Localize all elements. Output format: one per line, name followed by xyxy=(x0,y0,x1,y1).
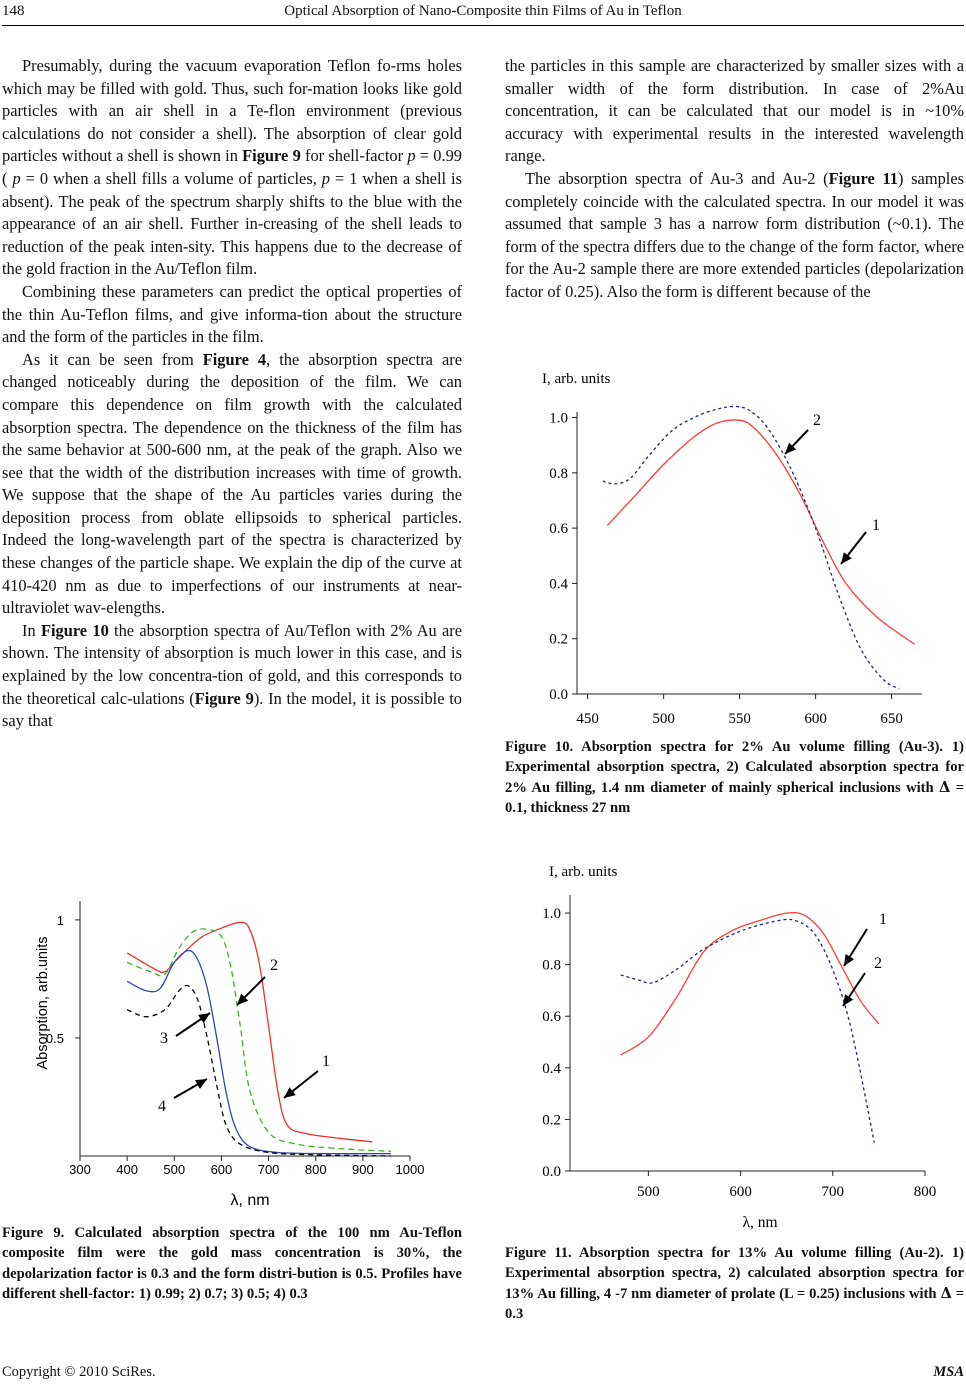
fig11-arrow-head xyxy=(843,994,853,1006)
delta-symbol: Δ xyxy=(940,1284,952,1302)
fig10-y-tick-label: 0.0 xyxy=(549,687,568,703)
fig9-x-axis-label: λ, nm xyxy=(230,1192,270,1209)
fig9-arrow-head xyxy=(198,1013,210,1023)
fig10-x-tick-label: 500 xyxy=(652,711,675,727)
paragraph: Presumably, during the vacuum evaporation Teflon fo-rms holes which may be filled with gold. Thus, such for-mation looks like gold particles with an air shell in a Te-flon environment (previous calculations do not consider a shell). The absorption of clear gold particles without a shell is shown in Figure 9 for shell-factor p = 0.99 ( p = 0 when a shell fills a volume of particles, p = 1 when a shell is absent). The peak of the spectrum sharply shifts to the blue with the appearance of an air shell. Further in-creasing of the shell leads to reduction of the peak inten-sity. This happens due to the decrease of the gold fraction in the Au/Teflon film. xyxy=(2,56,462,279)
fig10-series-1-line xyxy=(607,420,914,644)
fig9-x-tick-label: 900 xyxy=(352,1162,374,1177)
fig11-series-1-line xyxy=(621,913,879,1055)
header-rule xyxy=(2,25,964,26)
fig9-x-tick-label: 300 xyxy=(69,1162,91,1177)
fig9-x-tick-label: 400 xyxy=(116,1162,138,1177)
fig11-y-tick-label: 1.0 xyxy=(542,906,561,923)
figure-ref[interactable]: Figure 9 xyxy=(194,688,254,708)
fig11-x-tick-label: 600 xyxy=(729,1184,752,1200)
fig10-curve-label: 1 xyxy=(872,517,880,534)
fig11-y-axis-label: I, arb. units xyxy=(549,864,618,880)
fig11-x-tick-label: 700 xyxy=(821,1184,845,1200)
paragraph: The absorption spectra of Au-3 and Au-2 (Figure 11) samples completely coincide with the calculated spectra. In our model it was assumed that sample 3 has a narrow form distribution (~0.1). The form of the spectra differs due to the change of the form factor, where for the Au-2 sample there are more extended particles (depolarization factor of 0.25). Also the form is different because of the xyxy=(505,168,964,301)
fig10-plot-area xyxy=(549,406,922,727)
fig10-x-tick-label: 650 xyxy=(880,711,903,727)
figure-ref[interactable]: Figure 9 xyxy=(242,146,301,166)
page-header xyxy=(0,0,966,26)
figure-9-chart xyxy=(30,893,430,1213)
fig9-curve-label: 1 xyxy=(322,1053,330,1070)
fig11-plot-area xyxy=(542,895,936,1200)
fig10-y-axis-label: I, arb. units xyxy=(542,371,611,387)
fig10-y-tick-label: 0.8 xyxy=(549,465,568,482)
fig11-y-tick-label: 0.4 xyxy=(542,1060,561,1077)
fig10-x-tick-label: 450 xyxy=(576,711,599,727)
page-number: 148 xyxy=(2,3,25,19)
fig9-x-tick-label: 1000 xyxy=(395,1162,425,1177)
fig11-curve-label: 1 xyxy=(879,911,887,928)
fig9-y-axis-label: Absorption, arb.units xyxy=(35,936,51,1070)
figure-ref[interactable]: Figure 4 xyxy=(202,349,267,369)
fig10-y-tick-label: 0.4 xyxy=(549,576,568,593)
figure-ref[interactable]: Figure 11 xyxy=(828,168,898,188)
figure-ref[interactable]: Figure 10 xyxy=(40,620,109,640)
fig11-x-tick-label: 500 xyxy=(637,1184,660,1200)
fig11-y-tick-label: 0.6 xyxy=(542,1009,561,1026)
fig10-arrow-head xyxy=(841,552,852,564)
fig9-curve-label: 4 xyxy=(158,1098,166,1115)
copyright: Copyright © 2010 SciRes. xyxy=(2,1364,156,1380)
page-footer xyxy=(2,1364,964,1381)
left-column-text xyxy=(2,55,462,733)
fig10-y-tick-label: 0.2 xyxy=(549,631,568,648)
fig11-y-tick-label: 0.2 xyxy=(542,1112,561,1129)
fig9-curve-label: 2 xyxy=(270,957,278,974)
journal-abbrev: MSA xyxy=(933,1364,964,1380)
fig10-y-tick-label: 0.6 xyxy=(549,521,568,538)
paragraph: In Figure 10 the absorption spectra of Au/Teflon with 2% Au are shown. The intensity of absorption is much lower in this case, and is explained by the low concentra-tion of gold, and this corresponds to the theoretical calc-ulations (Figure 9). In the model, it is possible to say that xyxy=(2,620,463,731)
fig9-plot-area xyxy=(46,901,425,1177)
fig9-x-tick-label: 800 xyxy=(304,1162,327,1177)
paragraph: As it can be seen from Figure 4, the absorption spectra are changed noticeably during the deposition of the film. We can compare this dependence on film growth with the calculated absorption spectra. The dependence on the thickness of the film has the same behavior at 500-600 nm, at the peak of the graph. Also we see that the width of the distribution increases with time of growth. We suppose that the shape of the Au particles varies during the deposition process from oblate ellipsoids to spherical particles. Indeed the long-wavelength part of the spectra is characterized by these changes of the particle shape. We explain the dip of the curve at 410-420 nm as due to imperfections of our instruments at near-ultraviolet wav-elengths. xyxy=(2,349,462,618)
figure-11-caption: Figure 11. Absorption spectra for 13% Au volume filling (Au-2). 1) Experimental absorption spectra, 2) calculated absorption spectra for 13% Au filling, 4 -7 nm diameter of prolate (L = 0.25) inclusions with Δ = 0.3 xyxy=(505,1245,965,1323)
fig10-x-tick-label: 550 xyxy=(728,711,751,727)
fig11-series-2-line xyxy=(621,919,875,1142)
fig11-curve-label: 2 xyxy=(874,955,882,972)
fig9-x-tick-label: 600 xyxy=(210,1162,233,1177)
paragraph: Combining these parameters can predict the optical properties of the thin Au-Teflon films, and give informa-tion about the structure and the form of the particles in the film. xyxy=(2,281,462,347)
fig9-y-tick-label: 0.5 xyxy=(45,1030,64,1046)
figure-9-caption: Figure 9. Calculated absorption spectra of the 100 nm Au-Teflon composite film were the gold mass concentration is 30%, the depolarization factor is 0.3 and the form distri-bution is 0.5. Profiles have different shell-factor: 1) 0.99; 2) 0.7; 3) 0.5; 4) 0.3 xyxy=(2,1225,462,1303)
delta-symbol: Δ xyxy=(939,778,951,796)
fig10-x-tick-label: 600 xyxy=(804,711,827,727)
fig10-curve-label: 2 xyxy=(813,412,821,429)
running-title: Optical Absorption of Nano-Composite thin Films of Au in Teflon xyxy=(284,3,682,19)
fig9-y-tick-label: 1 xyxy=(56,912,64,928)
fig11-arrow-head xyxy=(844,954,854,966)
figure-10-chart xyxy=(530,362,940,727)
figure-11-chart xyxy=(530,855,940,1235)
fig11-y-tick-label: 0.8 xyxy=(542,957,561,974)
fig11-x-tick-label: 800 xyxy=(913,1184,937,1200)
fig9-x-tick-label: 700 xyxy=(257,1162,280,1177)
fig9-series-4-line xyxy=(127,985,391,1156)
fig9-x-tick-label: 500 xyxy=(163,1162,186,1177)
fig9-curve-label: 3 xyxy=(160,1030,168,1047)
fig11-x-axis-label: λ, nm xyxy=(742,1214,778,1231)
fig9-series-3-line xyxy=(127,951,391,1154)
figure-10-caption: Figure 10. Absorption spectra for 2% Au volume filling (Au-3). 1) Experimental absorption spectra, 2) Calculated absorption spectra for 2% Au filling, 1.4 nm diameter of mainly spherical inclusions with Δ = 0.1, thickness 27 nm xyxy=(505,739,965,817)
paragraph: the particles in this sample are characterized by smaller sizes with a smaller width of the form distribution. In case of 2%Au concentration, it can be calculated that our model is in ~10% accuracy with experimental results in the interested wavelength range. xyxy=(505,56,964,166)
fig10-y-tick-label: 1.0 xyxy=(549,410,568,427)
fig11-y-tick-label: 0.0 xyxy=(542,1164,561,1180)
right-column-text xyxy=(505,55,964,304)
